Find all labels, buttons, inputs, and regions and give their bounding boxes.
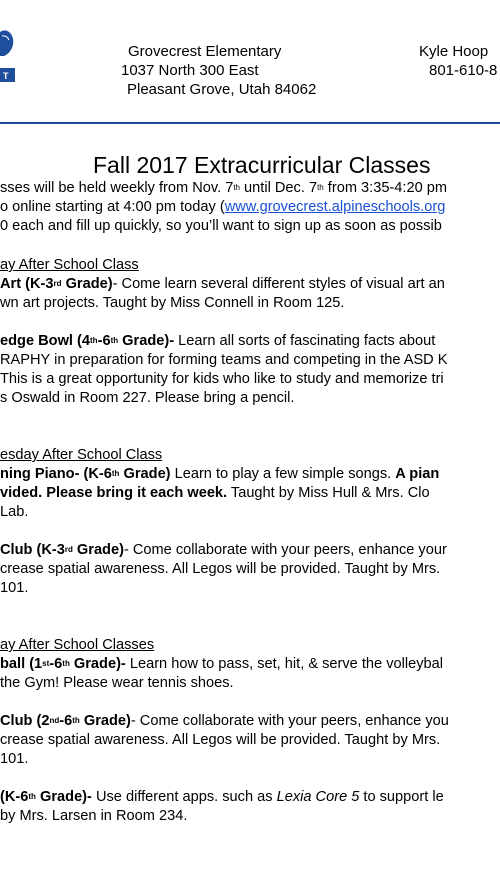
apps-class-line-2: by Mrs. Larsen in Room 234.: [0, 808, 188, 824]
phone-number: 801-610-8: [429, 62, 498, 79]
address-line-1: 1037 North 300 East: [121, 62, 259, 79]
lego-club-line-1: Club (K-3rd Grade)- Come collaborate with your peers, enhance your: [0, 542, 447, 558]
piano-line-1: ning Piano- (K-6th Grade) Learn to play a few simple songs. A pian: [0, 466, 440, 482]
address-line-2: Pleasant Grove, Utah 84062: [127, 81, 317, 98]
lego-club-line-2: crease spatial awareness. All Legos will be provided. Taught by Mrs.: [0, 561, 441, 577]
intro-line-3: 0 each and fill up quickly, so you’ll want to sign up as soon as possib: [0, 218, 442, 234]
lego-club-2-line-2: crease spatial awareness. All Legos will be provided. Taught by Mrs.: [0, 732, 441, 748]
intro-line-1: sses will be held weekly from Nov. 7th until Dec. 7th from 3:35-4:20 pm: [0, 180, 448, 196]
svg-text:T: T: [3, 71, 9, 81]
intro-line-2: o online starting at 4:00 pm today (www.grovecrest.alpineschools.org: [0, 199, 446, 215]
knowledge-bowl-line-4: s Oswald in Room 227. Please bring a pencil.: [0, 390, 295, 406]
lego-club-line-3: 101.: [0, 580, 29, 596]
website-link[interactable]: www.grovecrest.alpineschools.org: [224, 199, 446, 215]
principal-name: Kyle Hoop: [419, 43, 489, 60]
wednesday-heading: esday After School Class: [0, 447, 163, 463]
piano-line-2: vided. Please bring it each week. Taught by Miss Hull & Mrs. Clo: [0, 485, 430, 501]
school-name: Grovecrest Elementary: [128, 43, 282, 60]
apps-class-line-1: (K-6th Grade)- Use different apps. such as Lexia Core 5 to support le: [0, 789, 444, 805]
school-logo-image: [0, 28, 16, 92]
lego-club-2-line-3: 101.: [0, 751, 29, 767]
knowledge-bowl-line-1: edge Bowl (4th-6th Grade)- Learn all sorts of fascinating facts about: [0, 333, 436, 349]
page-title: Fall 2017 Extracurricular Classes: [93, 152, 431, 178]
knowledge-bowl-line-2: RAPHY in preparation for forming teams and competing in the ASD K: [0, 352, 448, 368]
art-class-line-1: Art (K-3rd Grade)- Come learn several different styles of visual art an: [0, 276, 445, 292]
monday-heading: ay After School Class: [0, 257, 139, 273]
volleyball-line-1: ball (1st-6th Grade)- Learn how to pass, set, hit, & serve the volleybal: [0, 656, 443, 672]
piano-line-3: Lab.: [0, 504, 29, 520]
volleyball-line-2: the Gym! Please wear tennis shoes.: [0, 675, 234, 691]
lego-club-2-line-1: Club (2nd-6th Grade)- Come collaborate with your peers, enhance you: [0, 713, 449, 729]
header-divider: [0, 122, 500, 124]
art-class-line-2: wn art projects. Taught by Miss Connell in Room 125.: [0, 295, 345, 311]
thursday-heading: ay After School Classes: [0, 637, 155, 653]
knowledge-bowl-line-3: This is a great opportunity for kids who like to study and memorize tri: [0, 371, 444, 387]
